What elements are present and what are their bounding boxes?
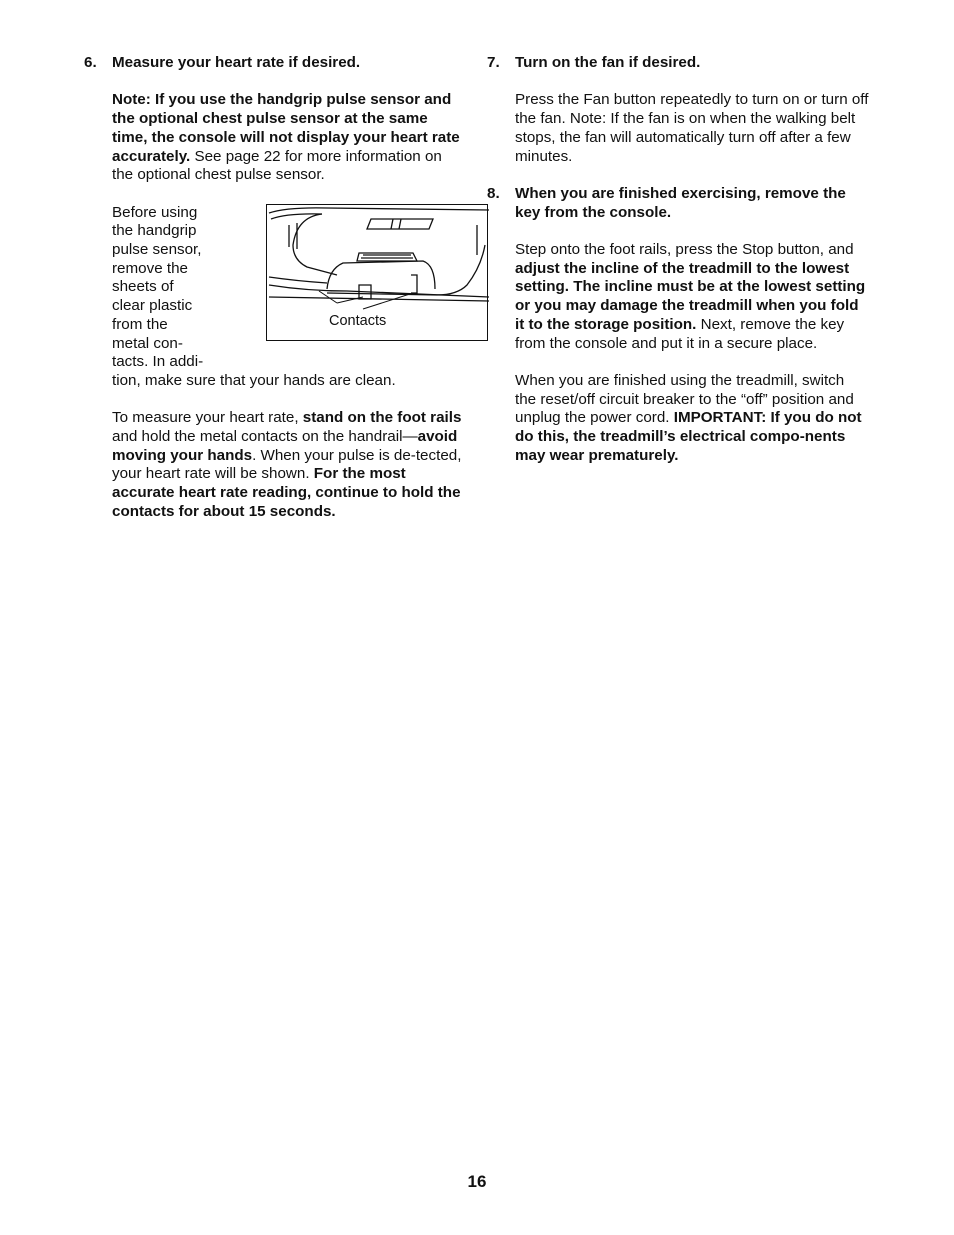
text-line: clear plastic [112,297,193,315]
text-run: and hold the metal contacts on the handrail— [112,428,418,446]
text-run: To measure your heart rate, [112,409,303,427]
step-title: When you are finished exercising, remove the key from the console. [515,184,846,221]
text-run: . When your pulse is de-tected, your heart rate will be shown. [112,446,462,483]
text-line: tacts. In addi- [112,353,204,371]
text-line: remove the [112,259,188,277]
bold-run: adjust the incline of the treadmill to the lowest setting. The incline must be at the lowest setting or you may damage the treadmill when you fold it to the storage position. [515,259,866,333]
step-title: Turn on the fan if desired. [515,54,701,71]
bold-run: stand on the foot rails [302,409,462,427]
note-paragraph [112,91,466,185]
note-rest: See page 22 for more information on the optional chest pulse sensor. [112,147,442,184]
step-6-heading [84,54,466,73]
step-number: 7. [487,54,500,71]
bold-run: avoid moving your hands [112,428,458,464]
note-bold: Note: If you use the handgrip pulse sensor and the optional chest pulse sensor at the same time, the console will not display your heart rate accurately. [112,91,460,165]
left-column [84,54,466,522]
step-number: 6. [84,54,97,71]
incline-paragraph [515,241,869,353]
bold-run: IMPORTANT: If you do not do this, the treadmill’s electrical compo-nents may wear prematurely. [515,409,862,464]
text-run: Step onto the foot rails, press the Stop button, and [515,240,854,258]
before-using-block [112,204,466,391]
text-run: When you are finished using the treadmill, switch the reset/off circuit breaker to the “off” position and unplug the power cord. [515,371,854,427]
text-line: pulse sensor, [112,241,202,258]
fan-paragraph: Press the Fan button repeatedly to turn on or turn off the fan. Note: If the fan is on when the walking belt stops, the fan will automatically turn off after a few minutes. [515,91,869,165]
step-7-heading [487,54,869,73]
step-title: Measure your heart rate if desired. [112,54,361,71]
measure-paragraph [112,409,466,521]
contacts-label: Contacts [329,312,387,329]
text-line: metal con- [112,334,183,352]
power-paragraph [515,372,869,466]
right-column [487,54,869,465]
before-using-text [112,204,212,372]
handgrip-contacts-illustration [266,204,488,341]
page-number: 16 [467,1172,487,1191]
text-line: Before using [112,203,198,221]
text-run: Next, remove the key from the console and put it in a secure place. [515,315,845,352]
text-line: sheets of [112,278,174,296]
step-8-heading [487,185,869,222]
bold-run: For the most accurate heart rate reading, continue to hold the contacts for about 15 seconds. [112,465,461,520]
text-line: tion, make sure that your hands are clean. [112,371,396,389]
text-line: from the [112,315,168,333]
text-line: the handgrip [112,222,197,240]
step-number: 8. [487,184,500,202]
